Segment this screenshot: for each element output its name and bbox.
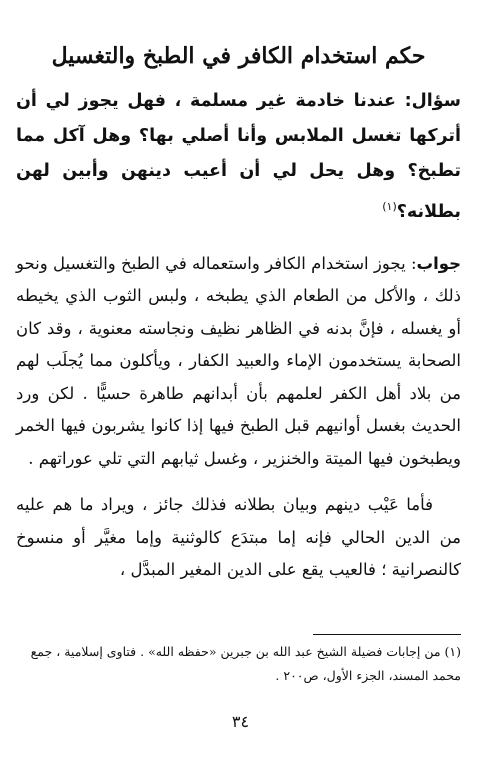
footnote-text: (١) من إجابات فضيلة الشيخ عبد الله بن جبرين «حفظه الله» . فتاوى إسلامية ، جمع محمد المسند، الجزء الأول، ص٢٠٠ . — [30, 644, 461, 683]
footnote-reference: (١) — [382, 200, 397, 213]
answer-paragraph — [16, 248, 461, 476]
answer-text: : يجوز استخدام الكافر واستعماله في الطبخ والتغسيل ونحو ذلك ، والأكل من الطعام الذي يطبخه ، ولبس الثوب الذي يخيطه أو يغسله ، فإنَّ بدنه في الظاهر نظيف ونجاسته معنوية ، وقد كان الصحابة يستخدمون الإماء والعبيد الكفار ، ويأكلون مما يُجلَب لهم من بلاد أهل الكفر لعلمهم بأن أبدانهم طاهرة حسيًّا . لكن ورد الحديث بغسل أوانيهم قبل الطبخ فيها إذا كانوا يشربون فيها الخمر ويطبخون فيها الميتة والخنزير ، وغسل ثيابهم التي تلي عوراتهم . — [16, 253, 461, 468]
question-label: سؤال — [411, 91, 461, 111]
answer-label: جواب — [416, 253, 461, 273]
page-number: ٣٤ — [231, 712, 250, 731]
footnote-divider — [313, 634, 461, 635]
page-title: حكم استخدام الكافر في الطبخ والتغسيل — [51, 43, 426, 69]
question-paragraph — [16, 84, 461, 230]
body-paragraph-2: فأما عَيْب دينهم وبيان بطلانه فذلك جائز ، ويراد ما هم عليه من الدين الحالي فإنه إما مبتدَع كالوثنية وإما مغيَّر أو منسوخ كالنصرانية ؛ فالعيب يقع على الدين المغير المبدَّل ، — [16, 495, 461, 580]
question-text: : عندنا خادمة غير مسلمة ، فهل يجوز لي أن أتركها تغسل الملابس وأنا أصلي بها؟ وهل آكل مما تطبخ؟ وهل يحل لي أن أعيب دينهن وأبين لهن بطلانه؟ — [16, 91, 461, 222]
